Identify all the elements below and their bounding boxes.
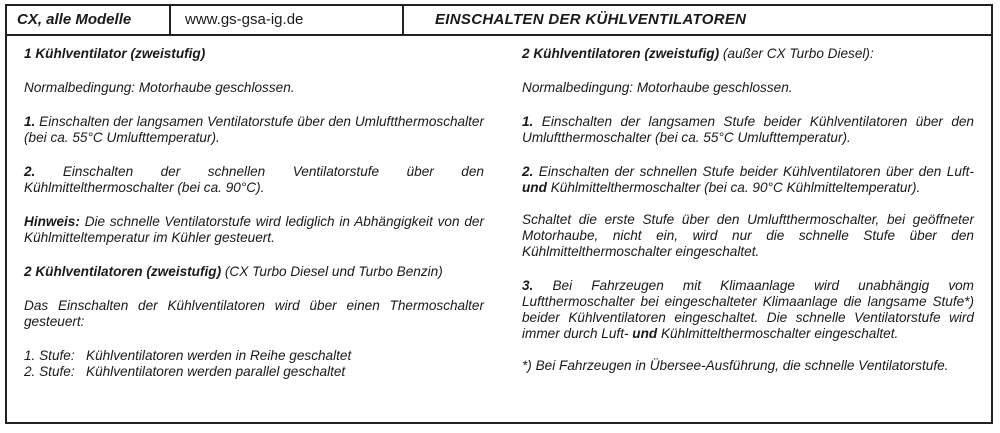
- stage-label: 2. Stufe:: [24, 364, 75, 379]
- section-title-2: [24, 264, 484, 280]
- header-bar: [7, 6, 991, 36]
- section-title-text: 2 Kühlventilatoren (zweistufig): [522, 46, 720, 61]
- emphasis-und: und: [522, 180, 547, 195]
- section-title-suffix: (außer CX Turbo Diesel):: [719, 46, 874, 61]
- header-divider: [402, 6, 404, 34]
- item-number: 1.: [24, 114, 36, 129]
- model-label: CX, alle Modelle: [17, 11, 132, 28]
- section-title-1: 1 Kühlventilator (zweistufig): [24, 46, 206, 61]
- left-column: [24, 46, 484, 380]
- footnote: *) Bei Fahrzeugen in Übersee-Ausführung, die schnelle Ventilatorstufe.: [522, 358, 949, 373]
- thermoswitch-paragraph: Das Einschalten der Kühlventilatoren wird über einen Thermoschalter gesteuert:: [24, 298, 484, 329]
- paragraph-text: Kühlmittelthermoschalter (bei ca. 90°C Kühlmitteltemperatur).: [546, 180, 921, 195]
- paragraph-text: Einschalten der langsamen Stufe beider Kühlventilatoren über den Umluftthermoschalter (bei ca. 55°C Umlufttemperatur).: [522, 114, 974, 145]
- hint-text: Die schnelle Ventilatorstufe wird lediglich in Abhängigkeit von der Kühlmitteltemperatur im Kühler gesteuert.: [24, 214, 484, 245]
- section-title-text: 2 Kühlventilatoren (zweistufig): [24, 264, 222, 279]
- item-number: 1.: [522, 114, 534, 129]
- paragraph-text: Bei Fahrzeugen mit Klimaanlage wird unabhängig vom Luftthermoschalter bei eingeschalteter Klimaanlage die langsame Stufe*) beider Kühlventilatoren eingeschaltet. Die schnelle Ventilatorstufe wird immer durch Luft-: [522, 278, 974, 341]
- paragraph-text: Kühlmittelthermoschalter eingeschaltet.: [657, 326, 899, 341]
- section-title-right: [522, 46, 974, 62]
- section-title-suffix: (CX Turbo Diesel und Turbo Benzin): [221, 264, 443, 279]
- paragraph-text: Einschalten der langsamen Ventilatorstufe über den Umluftthermoschalter (bei ca. 55°C Umlufttemperatur).: [24, 114, 484, 145]
- paragraph-2: [24, 164, 484, 196]
- normal-condition: Normalbedingung: Motorhaube geschlossen.: [522, 80, 793, 95]
- stage-text: Kühlventilatoren werden in Reihe geschaltet: [86, 348, 352, 363]
- item-number: 2.: [522, 164, 534, 179]
- right-column: [522, 46, 974, 374]
- stage-text: Kühlventilatoren werden parallel geschaltet: [86, 364, 346, 379]
- header-divider: [169, 6, 171, 34]
- paragraph-1: [24, 114, 484, 146]
- website-label: www.gs-gsa-ig.de: [185, 11, 304, 28]
- stage-2-row: [24, 364, 484, 380]
- hint-paragraph: [24, 214, 484, 246]
- paragraph-text: Einschalten der schnellen Ventilatorstufe über den Kühlmittelthermoschalter (bei ca. 90°C).: [24, 164, 484, 195]
- emphasis-und: und: [632, 326, 658, 341]
- paragraph-1: [522, 114, 974, 146]
- hint-label: Hinweis:: [24, 214, 80, 229]
- stage-1-row: [24, 348, 484, 364]
- item-number: 3.: [522, 278, 534, 293]
- paragraph-text: Einschalten der schnellen Stufe beider Kühlventilatoren über den Luft-: [533, 164, 974, 179]
- paragraph-2-extra: Schaltet die erste Stufe über den Umluftthermoschalter, bei geöffneter Motorhaube, nicht ein, wird nur die schnelle Stufe über den Kühlmittelthermoschalter eingeschaltet.: [522, 212, 974, 259]
- normal-condition: Normalbedingung: Motorhaube geschlossen.: [24, 80, 295, 95]
- paragraph-3: [522, 278, 974, 342]
- item-number: 2.: [24, 164, 36, 179]
- stage-label: 1. Stufe:: [24, 348, 75, 363]
- paragraph-2: [522, 164, 974, 196]
- page-title: EINSCHALTEN DER KÜHLVENTILATOREN: [435, 11, 747, 28]
